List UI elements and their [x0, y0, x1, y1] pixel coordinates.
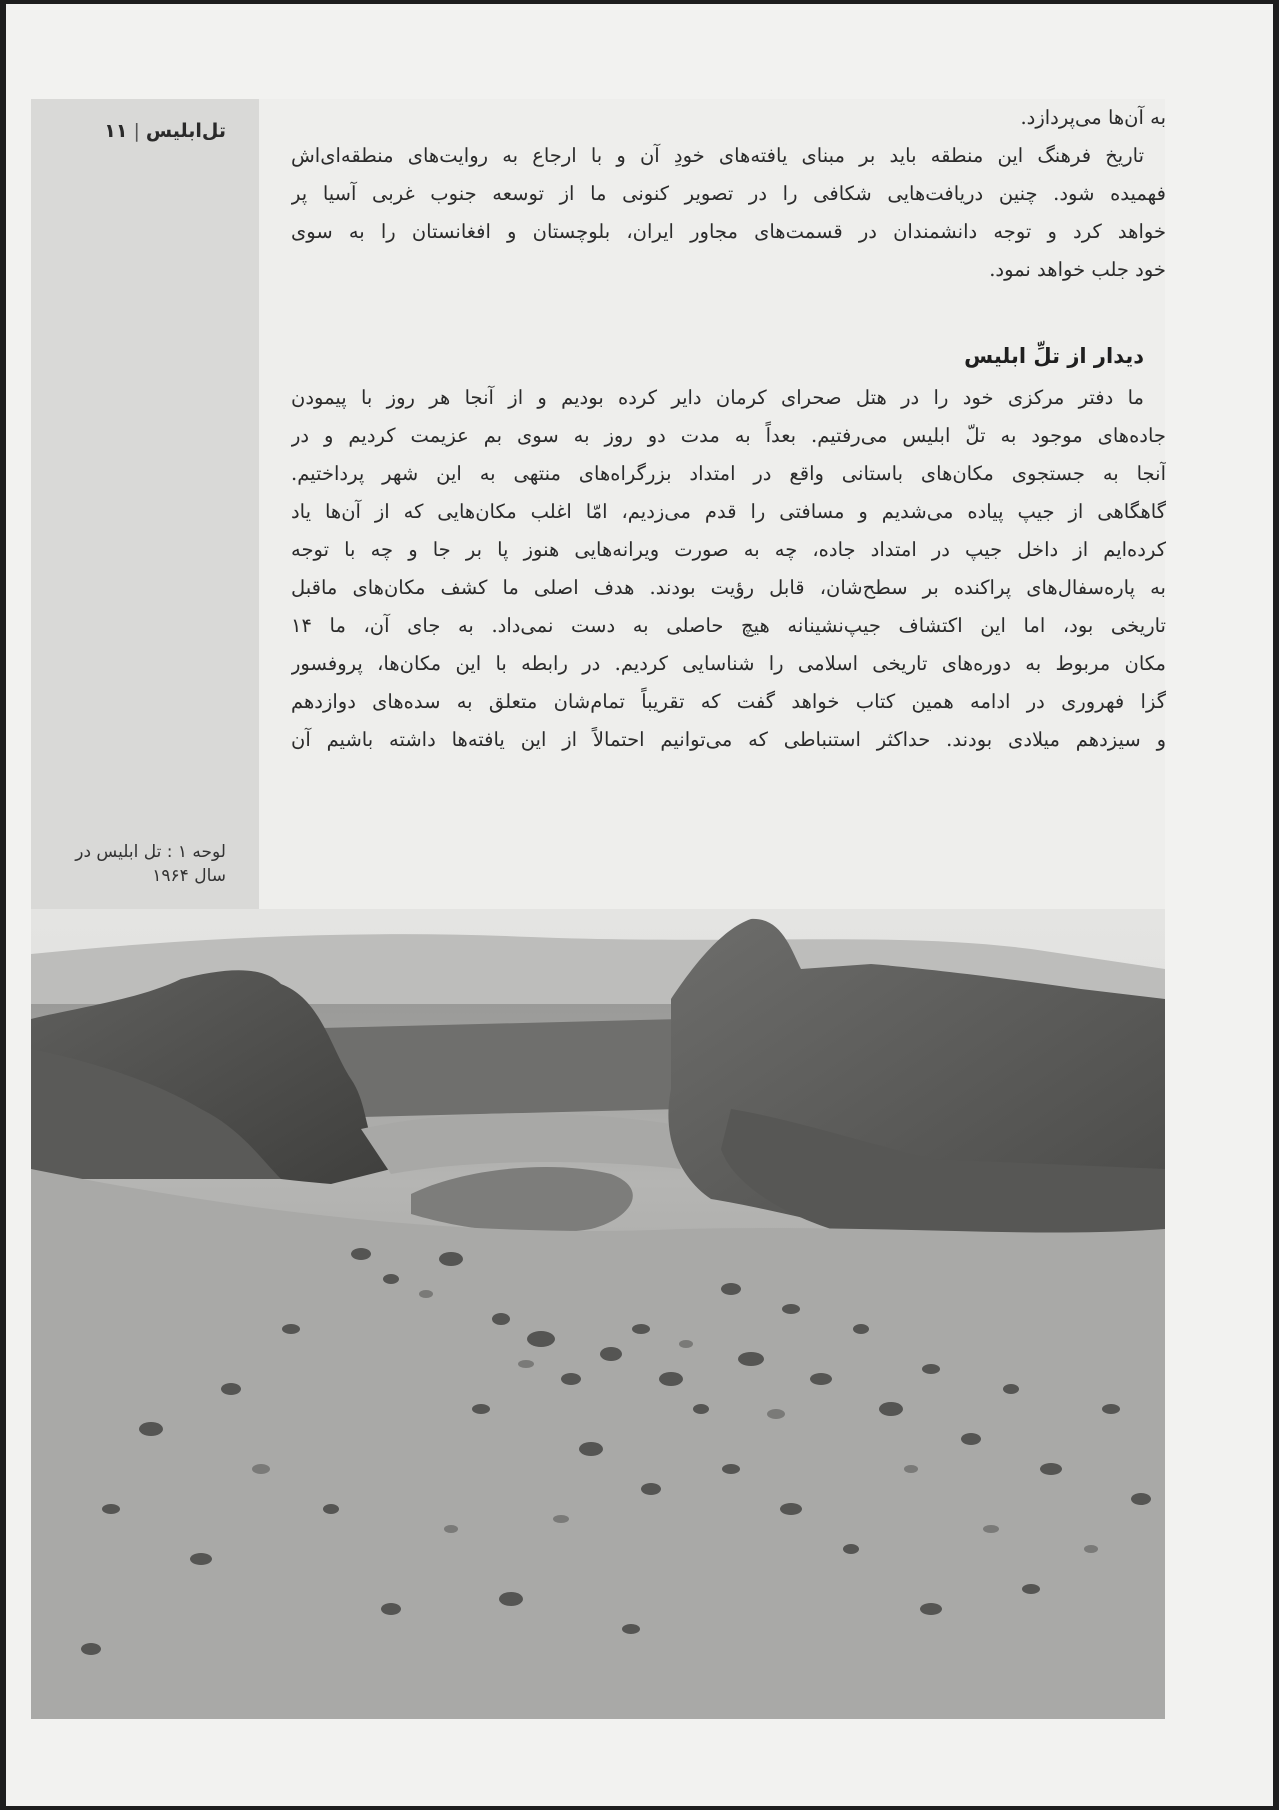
running-head-separator: |: [133, 120, 140, 142]
section-heading: دیدار از تلِّ ابلیس: [964, 344, 1144, 368]
text-line: گاهگاهی از جیپ پیاده می‌شدیم و مسافتی را قدم می‌زدیم، امّا اغلب مکان‌هایی که از آن‌ها یاد: [291, 500, 1166, 523]
text-line: تاریخ فرهنگ این منطقه باید بر مبنای یافته‌های خودِ آن و با ارجاع به روایت‌های منطقه‌ای‌اش: [291, 144, 1144, 167]
ruins-photograph: [31, 909, 1165, 1719]
text-line: خود جلب خواهد نمود.: [989, 258, 1166, 281]
running-head: [66, 120, 226, 142]
text-line: به آن‌ها می‌پردازد.: [1020, 106, 1166, 129]
text-line: کرده‌ایم از داخل جیپ در امتداد جاده، چه به صورت ویرانه‌هایی هنوز پا بر جا و چه با توجه: [291, 538, 1166, 561]
text-line: مکان مربوط به دوره‌های تاریخی اسلامی را شناسایی کردیم. در رابطه با این مکان‌ها، پروفسور: [291, 652, 1166, 675]
figure-caption: [46, 840, 226, 888]
body-text: [291, 99, 1166, 759]
text-line: به پاره‌سفال‌های پراکنده بر سطح‌شان، قابل رؤیت بودند. هدف اصلی ما کشف مکان‌های ماقبل: [291, 576, 1166, 599]
running-head-title: تل‌ابلیس: [145, 120, 226, 142]
text-line: گزا فهروری در ادامه همین کتاب خواهد گفت که تقریباً تمام‌شان متعلق به سده‌های دوازدهم: [291, 690, 1166, 713]
caption-line: سال ۱۹۶۴: [152, 866, 226, 886]
caption-line: لوحه ۱ : تل ابلیس در: [75, 842, 226, 862]
text-line: ما دفتر مرکزی خود را در هتل صحرای کرمان دایر کرده بودیم و از آنجا هر روز با پیمودن: [291, 386, 1144, 409]
page-number: ۱۱: [104, 120, 128, 142]
landscape-photo-icon: [31, 909, 1165, 1719]
text-line: تاریخی بود، اما این اکتشاف جیپ‌نشینانه هیچ حاصلی به دست نمی‌داد. به جای آن، ما ۱۴: [291, 614, 1166, 637]
text-line: جاده‌های موجود به تلّ ابلیس می‌رفتیم. بعداً به مدت دو روز به سوی بم عزیمت کردیم و در: [291, 424, 1166, 447]
text-line: فهمیده شود. چنین دریافت‌هایی شکافی را در تصویر کنونی ما از توسعه جنوب غربی آسیا پر: [291, 182, 1166, 205]
text-line: خواهد کرد و توجه دانشمندان در قسمت‌های مجاور ایران، بلوچستان و افغانستان را به سوی: [291, 220, 1166, 243]
text-line: و سیزدهم میلادی بودند. حداکثر استنباطی که می‌توانیم احتمالاً از این یافته‌ها داشته باشیم آن: [291, 728, 1166, 751]
book-page: [6, 4, 1273, 1806]
sidebar-panel: [31, 99, 259, 909]
text-line: آنجا به جستجوی مکان‌های باستانی واقع در امتداد بزرگراه‌های منتهی به این شهر پرداختیم.: [291, 462, 1166, 485]
